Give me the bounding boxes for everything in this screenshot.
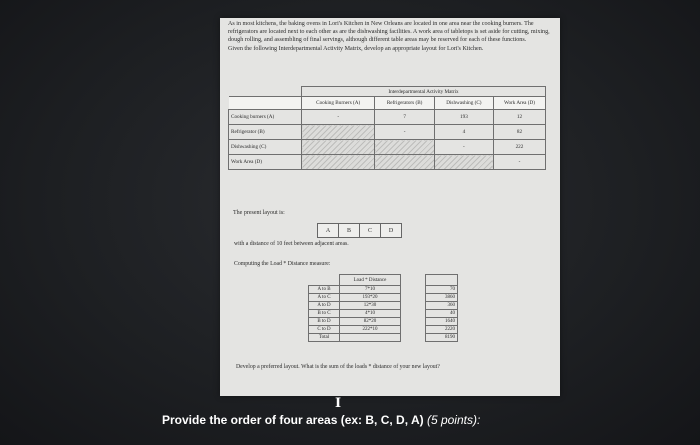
matrix-row-label: Cooking burners (A)	[229, 110, 302, 125]
table-row	[309, 294, 458, 302]
answer-question	[162, 413, 480, 427]
matrix-cell: 7	[375, 110, 435, 125]
question-text: Provide the order of four areas (ex: B, C, D, A)	[162, 413, 424, 427]
result-cell: 2220	[426, 326, 458, 334]
expr-cell: 82*20	[340, 318, 401, 326]
matrix-row-label: Work Area (D)	[229, 155, 302, 170]
layout-block: B	[338, 223, 360, 238]
table-row	[309, 302, 458, 310]
matrix-cell-blank	[302, 125, 375, 140]
matrix-cell: -	[434, 140, 493, 155]
present-layout-diagram	[318, 223, 402, 238]
total-value: 8190	[426, 334, 458, 342]
develop-prompt: Develop a preferred layout. What is the sum of the loads * distance of your new layout?	[236, 364, 440, 370]
layout-block: A	[317, 223, 339, 238]
matrix-cell: 4	[434, 125, 493, 140]
matrix-cell: 12	[493, 110, 545, 125]
matrix-row-label: Dishwashing (C)	[229, 140, 302, 155]
matrix-cell-blank	[375, 155, 435, 170]
matrix-col-header: Refrigerators (B)	[375, 97, 435, 110]
pair-cell: A to D	[309, 302, 340, 310]
problem-intro	[228, 21, 550, 56]
result-cell: 70	[426, 286, 458, 294]
matrix-col-header: Work Area (D)	[493, 97, 545, 110]
question-points: (5 points):	[426, 413, 481, 427]
expr-cell: 12*30	[340, 302, 401, 310]
result-cell: 1640	[426, 318, 458, 326]
table-row	[309, 326, 458, 334]
problem-sheet-image	[220, 18, 560, 396]
intro-paragraph-1: As in most kitchens, the baking ovens in Lori's Kitchen in New Orleans are located in one area near the cooking burners. The refrigerators are located next to each other as are the dishwashing facilities. A work area of tabletops is set aside for cutting, mixing, dough rolling, and assembling of final servings, although different table areas may be reserved for each of these functions.	[228, 21, 550, 43]
expr-cell: 193*20	[340, 294, 401, 302]
matrix-cell: 193	[434, 110, 493, 125]
pair-cell: A to C	[309, 294, 340, 302]
matrix-row	[229, 125, 546, 140]
matrix-col-header: Cooking Burners (A)	[302, 97, 375, 110]
matrix-row	[229, 155, 546, 170]
pair-cell: C to D	[309, 326, 340, 334]
computing-label: Computing the Load * Distance measure:	[234, 261, 331, 267]
matrix-cell: 82	[493, 125, 545, 140]
expr-cell: 7*10	[340, 286, 401, 294]
pair-cell: B to C	[309, 310, 340, 318]
matrix-cell-blank	[302, 140, 375, 155]
matrix-title: Interdepartmental Activity Matrix	[302, 87, 546, 97]
result-cell: 40	[426, 310, 458, 318]
total-row	[309, 334, 458, 342]
result-cell: 3860	[426, 294, 458, 302]
pair-cell: A to B	[309, 286, 340, 294]
matrix-cell: 222	[493, 140, 545, 155]
matrix-cell-blank	[302, 155, 375, 170]
matrix-row	[229, 110, 546, 125]
expr-cell: 222*10	[340, 326, 401, 334]
intro-paragraph-2: Given the following Interdepartmental Activity Matrix, develop an appropriate layout for Lori's Kitchen.	[228, 46, 484, 53]
table-row	[309, 286, 458, 294]
pair-cell: B to D	[309, 318, 340, 326]
matrix-cell-blank	[434, 155, 493, 170]
matrix-row-label: Refrigerator (B)	[229, 125, 302, 140]
matrix-cell: -	[493, 155, 545, 170]
table-row	[309, 310, 458, 318]
load-distance-table	[308, 274, 458, 342]
matrix-cell: -	[375, 125, 435, 140]
layout-block: D	[380, 223, 402, 238]
text-cursor-icon: I	[335, 396, 342, 411]
present-layout-label: The present layout is:	[233, 210, 285, 216]
matrix-row	[229, 140, 546, 155]
expr-cell: 4*10	[340, 310, 401, 318]
matrix-cell-blank	[375, 140, 435, 155]
total-label: Total	[309, 334, 340, 342]
activity-matrix	[228, 86, 546, 170]
matrix-col-header: Dishwashing (C)	[434, 97, 493, 110]
table-row	[309, 318, 458, 326]
layout-block: C	[359, 223, 381, 238]
result-cell: 360	[426, 302, 458, 310]
distance-note: with a distance of 10 feet between adjacent areas.	[234, 241, 349, 247]
load-distance-header: Load * Distance	[340, 275, 401, 286]
matrix-cell: -	[302, 110, 375, 125]
